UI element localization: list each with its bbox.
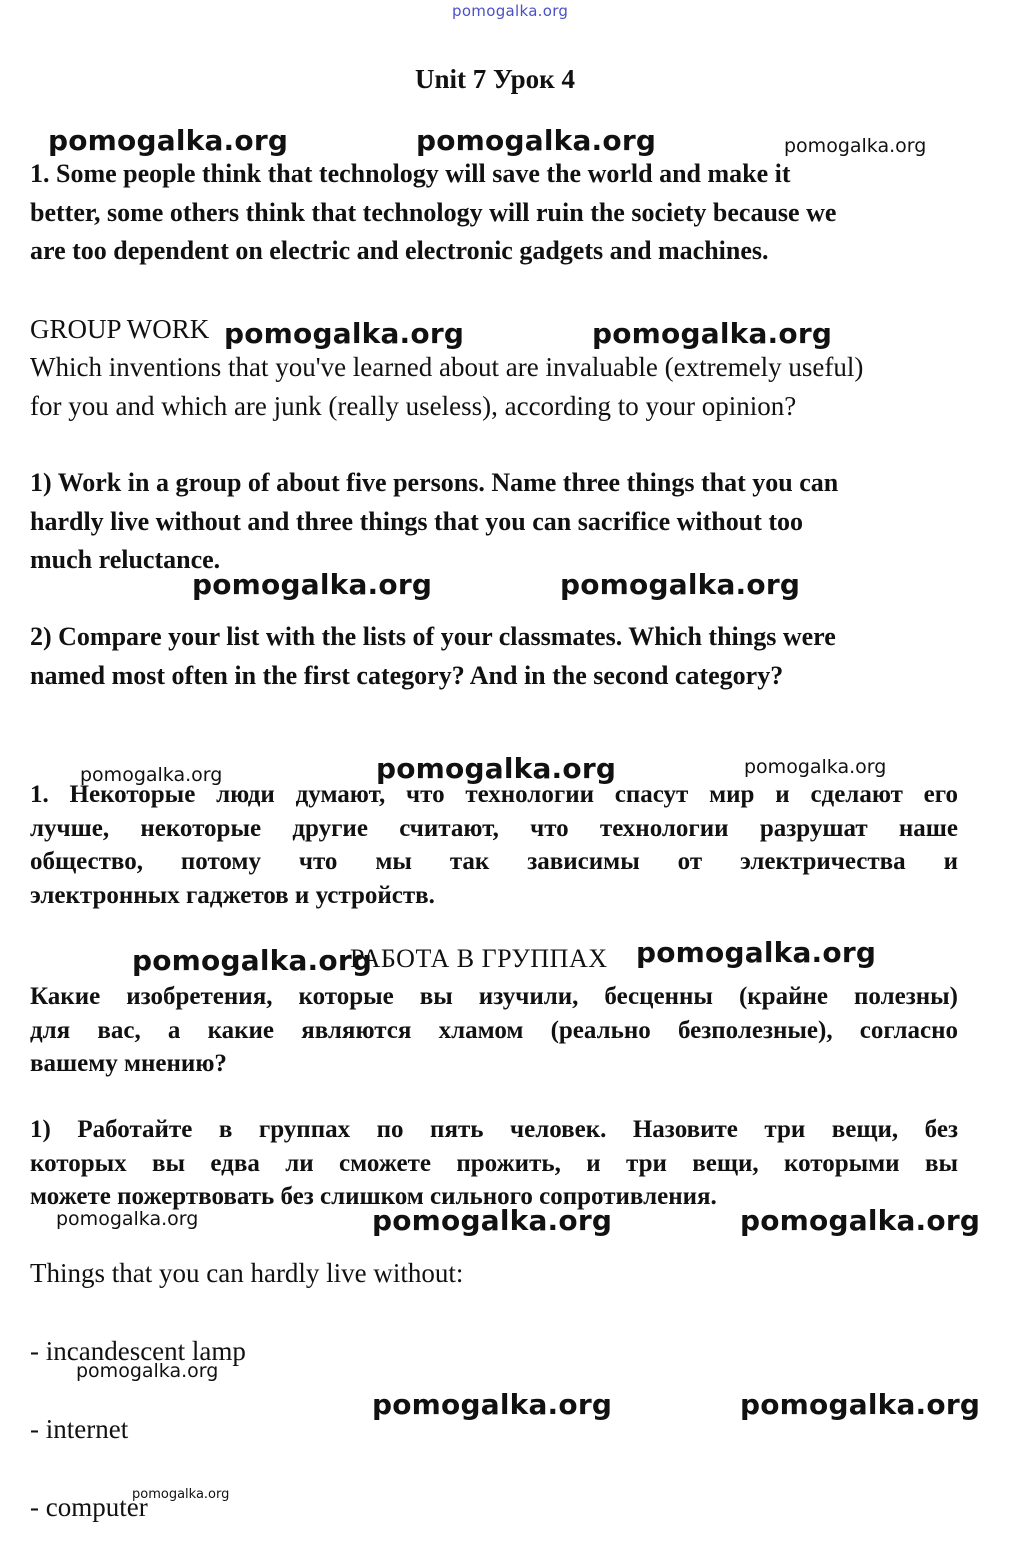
watermark: pomogalka.org [48, 124, 289, 157]
text-line: общество, потому что мы так зависимы от электричества и [30, 848, 958, 875]
watermark: pomogalka.org [416, 124, 657, 157]
ru-intro-paragraph [30, 778, 958, 912]
watermark: pomogalka.org [80, 764, 223, 786]
ru-group-work-label: РАБОТА В ГРУППАХ [350, 944, 608, 973]
text-line: much reluctance. [30, 545, 221, 574]
text-line: для вас, а какие являются хламом (реально безполезные), согласно [30, 1016, 958, 1044]
watermark: pomogalka.org [560, 568, 801, 601]
watermark: pomogalka.org [636, 936, 877, 969]
watermark: pomogalka.org [224, 317, 465, 350]
text-line: named most often in the first category? And in the second category? [30, 660, 784, 690]
watermark: pomogalka.org [740, 1204, 981, 1237]
text-line: 1. Некоторые люди думают, что технологии спасут мир и сделают его [30, 781, 958, 808]
watermark: pomogalka.org [740, 1388, 981, 1421]
watermark: pomogalka.org [376, 752, 617, 785]
en-task2-paragraph [30, 618, 980, 695]
answer-list-item: - internet [30, 1414, 129, 1444]
text-line: 2) Compare your list with the lists of your classmates. Which things were [30, 622, 836, 651]
page-title: Unit 7 Урок 4 [415, 64, 575, 94]
text-line: for you and which are junk (really useless), according to your opinion? [30, 390, 797, 421]
watermark: pomogalka.org [132, 1487, 230, 1502]
watermark: pomogalka.org [56, 1208, 199, 1230]
answer-heading: Things that you can hardly live without: [30, 1258, 464, 1288]
header-watermark: pomogalka.org [452, 2, 569, 20]
answer-list-item: - computer [30, 1492, 148, 1522]
watermark: pomogalka.org [76, 1360, 219, 1382]
text-line: better, some others think that technology will ruin the society because we [30, 197, 837, 227]
text-line: 1) Work in a group of about five persons. Name three things that you can [30, 468, 839, 497]
watermark: pomogalka.org [744, 756, 887, 778]
text-line: вашему мнению? [30, 1050, 227, 1077]
text-line: Which inventions that you've learned about are invaluable (extremely useful) [30, 352, 864, 382]
answer-list-item: - incandescent lamp [30, 1336, 246, 1366]
en-task1-paragraph [30, 464, 980, 580]
text-line: 1) Работайте в группах по пять человек. Назовите три вещи, без [30, 1116, 958, 1143]
text-line: можете пожертвовать без слишком сильного сопротивления. [30, 1183, 717, 1210]
ru-question-paragraph [30, 980, 958, 1081]
watermark: pomogalka.org [372, 1388, 613, 1421]
text-line: которых вы едва ли сможете прожить, и три вещи, которыми вы [30, 1149, 958, 1177]
watermark: pomogalka.org [592, 317, 833, 350]
watermark: pomogalka.org [372, 1204, 613, 1237]
text-line: are too dependent on electric and electronic gadgets and machines. [30, 236, 769, 265]
text-line: 1. Some people think that technology will save the world and make it [30, 159, 791, 188]
text-line: hardly live without and three things that you can sacrifice without too [30, 506, 804, 536]
text-line: лучше, некоторые другие считают, что технологии разрушат наше [30, 814, 958, 842]
text-line: электронных гаджетов и устройств. [30, 881, 435, 909]
en-question-paragraph [30, 348, 980, 425]
watermark: pomogalka.org [192, 568, 433, 601]
group-work-label: GROUP WORK [30, 314, 210, 344]
watermark: pomogalka.org [132, 944, 373, 977]
watermark: pomogalka.org [784, 135, 927, 157]
en-intro-paragraph [30, 155, 970, 271]
ru-task1-paragraph [30, 1113, 958, 1214]
text-line: Какие изобретения, которые вы изучили, бесценны (крайне полезны) [30, 983, 958, 1010]
